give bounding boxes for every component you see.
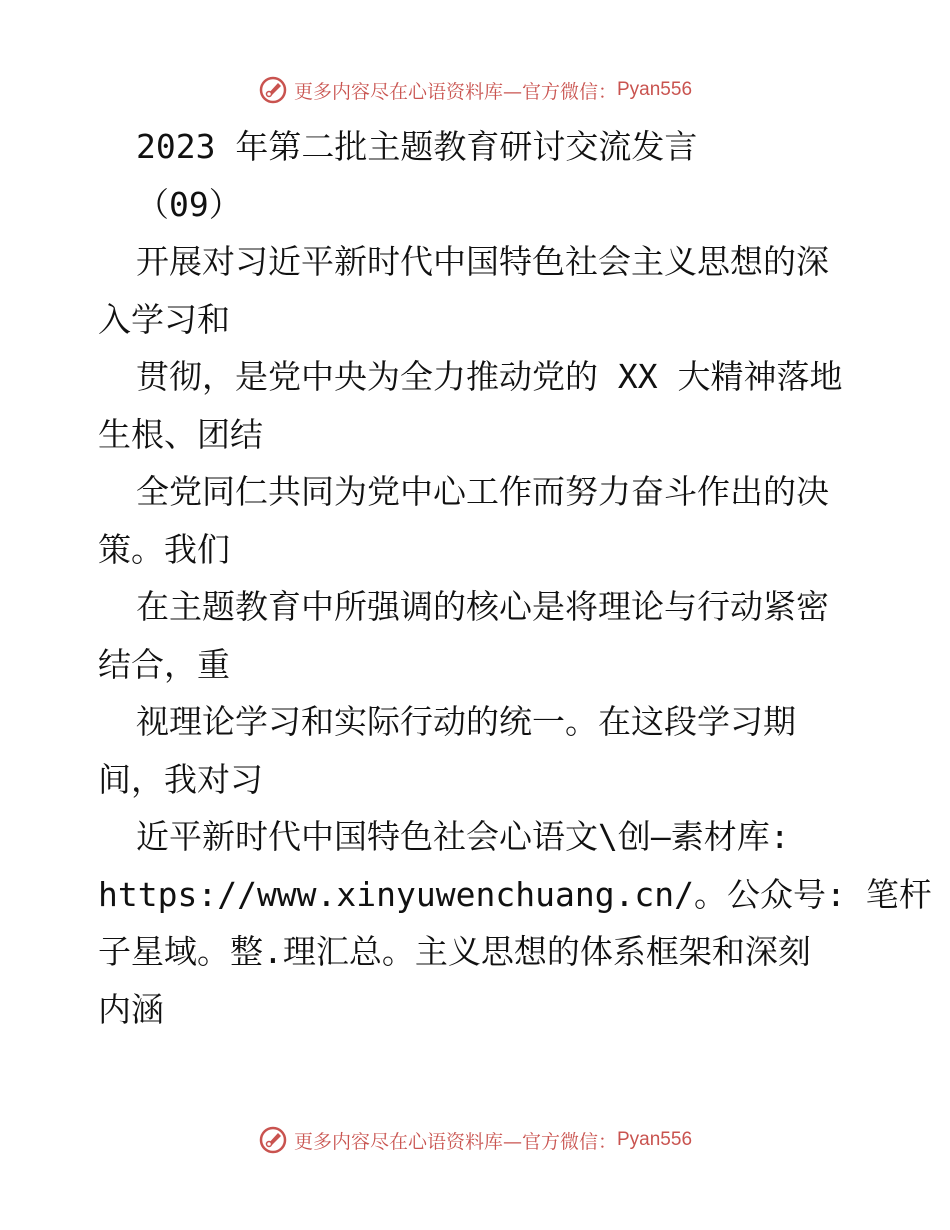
paragraph-line: 间，我对习 [98,759,263,799]
document-body [98,118,932,1038]
header-watermark [0,70,950,110]
watermark-text: 更多内容尽在心语资料库—官方微信： [293,80,617,103]
seal-logo-icon [258,75,288,105]
paragraph-line: 在主题教育中所强调的核心是将理论与行动紧密 [136,587,829,626]
footer-watermark [0,1120,950,1160]
paragraph-line: 近平新时代中国特色社会心语文\创—素材库: [136,817,790,856]
seal-logo-icon [258,1125,288,1155]
paragraph-line: 贯彻，是党中央为全力推动党的 XX 大精神落地 [136,357,843,396]
paragraph-line: 内涵 [98,989,164,1029]
paragraph-line: 全党同仁共同为党中心工作而努力奋斗作出的决 [136,472,829,511]
document-title: 2023 年第二批主题教育研讨交流发言 [136,127,698,166]
paragraph-line-url: https://www.xinyuwenchuang.cn/。公众号: 笔杆 [98,874,932,914]
watermark-wechat-id: Pyan556 [617,1129,693,1150]
paragraph-line: 视理论学习和实际行动的统一。在这段学习期 [136,702,796,741]
paragraph-line: 策。我们 [98,529,230,569]
document-number: （09） [136,184,242,224]
paragraph-line: 生根、团结 [98,414,263,454]
paragraph-line: 入学习和 [98,299,230,339]
watermark-text: 更多内容尽在心语资料库—官方微信： [293,1130,617,1153]
watermark-wechat-id: Pyan556 [617,79,693,100]
paragraph-line: 子星域。整.理汇总。主义思想的体系框架和深刻 [98,932,811,971]
paragraph-line: 结合，重 [98,644,230,684]
paragraph-line: 开展对习近平新时代中国特色社会主义思想的深 [136,242,829,281]
